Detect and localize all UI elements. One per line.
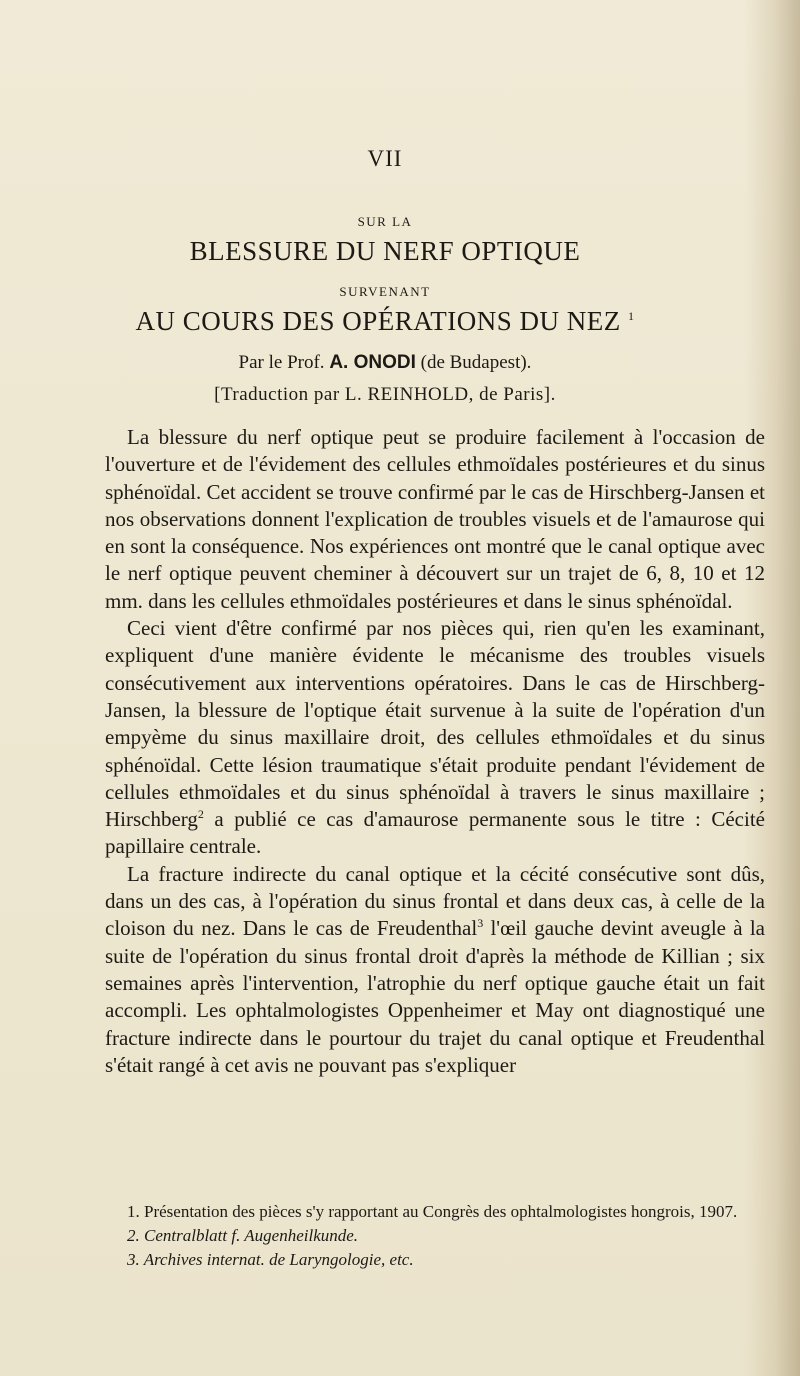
footnote-1: 1. Présentation des pièces s'y rapportant au Congrès des ophtalmologistes hongrois, 1907. [127,1202,738,1221]
body-text [105,424,765,1079]
footnote-3-text: 3. Archives internat. de Laryngologie, etc. [127,1250,414,1269]
paragraph-3-text-b: l'œil gauche devint aveugle à la suite de l'opération du sinus frontal droit d'après la méthode de Killian ; six semaines après l'intervention, l'atrophie du nerf optique gauche était un fait accompli. Les ophtalmologistes Oppenheimer et May ont diagnostiqué une fracture indirecte dans le pourtour du trajet du canal optique et Freudenthal s'était rangé à cet avis ne pouvant pas s'expliquer [105,916,765,1077]
paragraph-2-text-b: a publié ce cas d'amaurose permanente sous le titre : Cécité papillaire centrale. [105,807,765,859]
footnote-3 [105,1248,765,1272]
chapter-number: VII [367,146,403,171]
footnote-2 [105,1224,765,1248]
footnote-ref-3: 3 [477,916,484,931]
author-name: A. ONODI [329,352,416,373]
footnotes [105,1200,765,1272]
paragraph-3 [105,861,765,1079]
paragraph-2-text-a: Ceci vient d'être confirmé par nos pièces qui, rien qu'en les examinant, expliquent d'une manière évidente le mécanisme des troubles visuels consécutivement aux interventions opératoires. Dans le cas de Hirschberg-Jansen, la blessure de l'optique était survenue à la suite de l'opération d'un empyème du sinus maxillaire droit, des cellules ethmoïdales et du sinus sphénoïdal. Cette lésion traumatique s'était produite pendant l'évidement de cellules ethmoïdales et du sinus sphénoïdal à travers le sinus maxillaire ; Hirschberg [105,616,765,832]
author-line [0,352,770,374]
title-connector: SURVENANT [339,284,431,299]
paragraph-1: La blessure du nerf optique peut se produire facilement à l'occasion de l'ouverture et de l'évidement des cellules ethmoïdales postérieures et du sinus sphénoïdal. Cet accident se trouve confirmé par le cas de Hirschberg-Jansen et nos observations donnent l'explication de troubles visuels et de l'amaurose qui en sont la conséquence. Nos expériences ont montré que le canal optique avec le nerf optique peuvent cheminer à découvert sur un trajet de 6, 8, 10 et 12 mm. dans les cellules ethmoïdales postérieures et dans le sinus sphénoïdal. [105,425,765,613]
title-line-1: BLESSURE DU NERF OPTIQUE [189,236,581,266]
footnote-ref-2: 2 [197,807,204,822]
title-line-2-text: AU COURS DES OPÉRATIONS DU NEZ [135,306,621,336]
title-footnote-mark: 1 [628,309,635,323]
footnote-2-text: 2. Centralblatt f. Augenheilkunde. [127,1226,359,1245]
author-affiliation: (de Budapest). [420,352,532,373]
translation-credit: [Traduction par L. REINHOLD, de Paris]. [214,384,556,405]
paragraph-2 [105,615,765,861]
author-prefix: Par le Prof. [238,352,325,373]
paragraph-3-text-a: La fracture indirecte du canal optique et la cécité consécutive sont dûs, dans un des cas, à l'opération du sinus frontal et dans deux cas, à celle de la cloison du nez. Dans le cas de Freudenthal [105,861,765,941]
title-prefix: SUR LA [357,214,413,229]
title-line-2 [0,306,770,337]
